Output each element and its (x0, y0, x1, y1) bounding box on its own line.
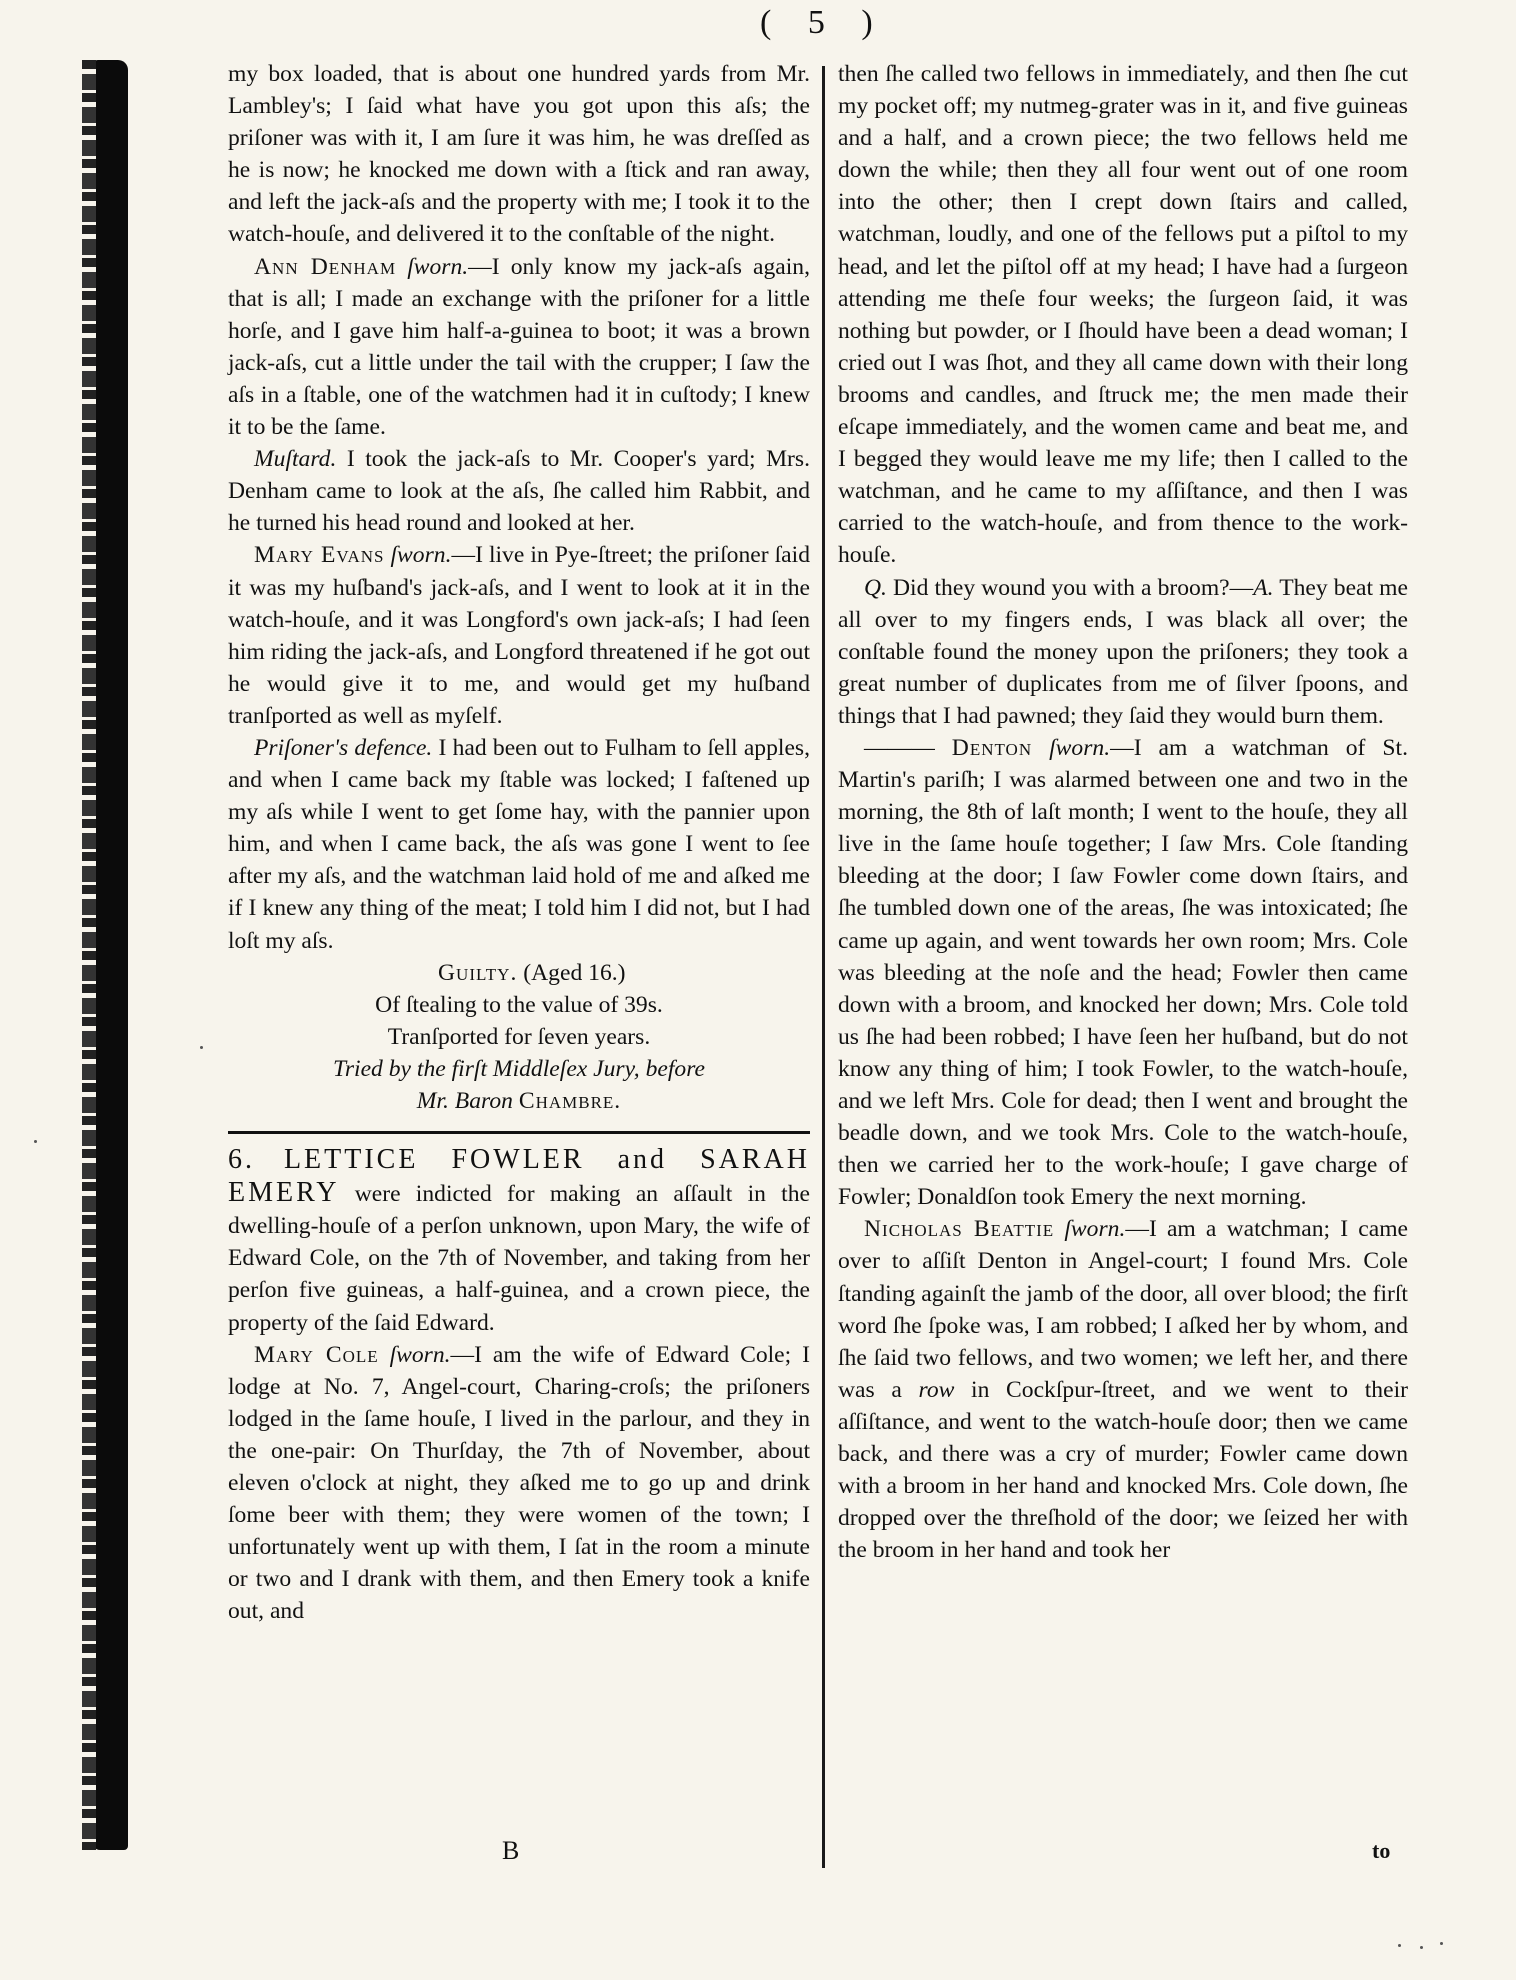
left-column (228, 58, 810, 1628)
paragraph: my box loaded, that is about one hundred yards from Mr. Lambley's; I ſaid what have you got upon this aſs; the priſoner was with it, I am ſure it was him, he was dreſſed as he is now; he knocked me down with a ſtick and ran away, and left the jack-aſs and the property with me; I took it to the watch-houſe, and delivered it to the conſtable of the night. (228, 61, 810, 248)
witness-name: Mary Evans (254, 542, 385, 569)
guilty-label: Guilty. (438, 959, 518, 986)
testimony-text: —I live in Pye-ſtreet; the priſoner ſaid it was my huſband's jack-aſs, and I went to look at it in the watch-houſe, and it was Longford's own jack-aſs; I had ſeen him riding the jack-aſs, and Longford threatened if he got out he would give it to me, and would get my huſband tranſported as well as myſelf. (228, 542, 810, 729)
verdict-sentence: Tranſported for ſeven years. (387, 1023, 651, 1050)
testimony-text: —I am the wife of Edward Cole; I lodge at No. 7, Angel-court, Charing-croſs; the priſoners lodged in the ſame houſe, I lived in the parlour, and they in the one-pair: On Thurſday, the 7th of November, about eleven o'clock at night, they aſked me to go up and drink ſome beer with them; they were women of the town; I unfortunately went up with them, I ſat in the room a minute or two and I drank with them, and then Emery took a knife out, and (228, 1341, 810, 1625)
answer-text: They beat me all over to my fingers ends, I was black all over; the conſtable found the money upon the priſoners; they took a great number of duplicates from me of ſilver ſpoons, and things that I had pawned; they ſaid they would burn them. (838, 574, 1408, 729)
paragraph: then ſhe called two fellows in immediately, and then ſhe cut my pocket off; my nutmeg-grater was in it, and five guineas and a half, and a crown piece; the two fellows held me down the while; then they all four went out of one room into the other; then I crept down ſtairs and called, watchman, loudly, and one of the fellows put a piſtol to my head, and let the piſtol off at my head; I have had a ſurgeon attending me theſe four weeks; the ſurgeon ſaid, it was nothing but powder, or I ſhould have been a dead woman; I cried out I was ſhot, and they all came down with their long brooms and candles, and ſtruck me; the men made their eſcape immediately, and the women came and beat me, and I begged they would leave me my life; then I called to the watchman, and he came to my aſſiſtance, and then I was carried to the watch-houſe, and from thence to the work-houſe. (838, 61, 1408, 569)
verdict-charge: Of ſtealing to the value of 39s. (375, 991, 663, 1018)
italic-word: row (918, 1376, 955, 1403)
case-indictment: were indicted for making an aſſault in the dwelling-houſe of a perſon unknown, upon Mary, the wife of Edward Cole, on the 7th of November, and taking from her perſon five guineas, a half-guinea, and a crown piece, the property of the ſaid Edward. (228, 1181, 810, 1336)
sworn-label: ſworn. (407, 253, 469, 280)
verdict-jury: Tried by the firſt Middleſex Jury, before (333, 1055, 705, 1082)
question-text: Did they wound you with a broom?— (886, 574, 1254, 601)
testimony-text: in Cockſpur-ſtreet, and we went to their aſſiſtance, and went to the watch-houſe door; then we came back, and there was a cry of murder; Fowler came down with a broom in her hand and knocked Mrs. Cole down, ſhe dropped over the threſhold of the door; we ſeized her with the broom in her hand and took her (838, 1376, 1408, 1564)
witness-name: Nicholas Beattie (864, 1216, 1055, 1243)
defence-text: I had been out to Fulham to ſell apples, and when I came back my ſtable was locked; I faſtened up my aſs while I went to get ſome hay, with the pannier upon him, and when I came back, the aſs was gone I went to ſee after my aſs, and the watchman laid hold of me and aſked me if I knew any thing of the meat; I told him I did not, but I had loſt my aſs. (228, 734, 811, 954)
right-column (838, 58, 1408, 1566)
sworn-label: ſworn. (389, 1341, 451, 1368)
testimony-evans (228, 539, 810, 732)
testimony-beattie (838, 1213, 1408, 1566)
defence-label: Priſoner's defence. (254, 734, 433, 761)
testimony-denton (838, 732, 1408, 1213)
print-speck (1440, 1942, 1443, 1945)
verdict-guilty (228, 957, 810, 989)
witness-name: Denton (951, 734, 1033, 761)
print-speck (1420, 1946, 1423, 1949)
case-number: 6. (228, 1144, 255, 1176)
testimony-cole (228, 1339, 810, 1628)
sworn-label: ſworn. (390, 542, 452, 569)
question-answer (838, 572, 1408, 732)
testimony-text: —I only know my jack-aſs again, that is all; I made an exchange with the priſoner for a little horſe, and I gave him half-a-guinea to boot; it was a brown jack-aſs, cut a little under the tail with the crupper; I ſaw the aſs in a ſtable, one of the watchmen had it in cuſtody; I knew it to be the ſame. (228, 253, 810, 441)
testimony-denham (228, 251, 810, 444)
question-mark: Q. (864, 574, 887, 601)
prisoner-defence (228, 732, 810, 957)
binding-edge (92, 60, 128, 1850)
answer-mark: A. (1253, 574, 1274, 601)
sworn-label: ſworn. (1064, 1216, 1126, 1243)
testimony-text: —I am a watchman; I came over to aſſiſt Denton in Angel-court; I found Mrs. Cole ſtanding againſt the jamb of the door, all over blood; the firſt word ſhe ſpoke was, I am robbed; I aſked her by whom, and ſhe ſaid two fellows, and two women; we left her, and there was a (838, 1216, 1409, 1403)
page-number: ( 5 ) (760, 4, 887, 41)
print-speck (200, 1046, 203, 1049)
dash-rule: ——— (864, 734, 952, 761)
print-speck (34, 1140, 37, 1143)
verdict-judge: Mr. Baron Chambre. (416, 1088, 622, 1114)
testimony-mustard (228, 443, 810, 539)
prisoner-age: (Aged 16.) (523, 959, 626, 986)
case-heading (228, 1144, 810, 1339)
witness-name: Mary Cole (254, 1341, 379, 1368)
sworn-label: ſworn. (1049, 734, 1111, 761)
column-divider (822, 66, 825, 1868)
catchword: to (1372, 1838, 1391, 1863)
case-separator-rule (228, 1131, 810, 1134)
witness-name: Muſtard. (254, 446, 337, 473)
signature-mark: B (502, 1836, 520, 1865)
case-defendants: LETTICE FOWLER and SARAH EMERY (228, 1144, 810, 1209)
testimony-text: I took the jack-aſs to Mr. Cooper's yard; Mrs. Denham came to look at the aſs, ſhe called him Rabbit, and he turned his head round and looked at her. (228, 446, 810, 537)
print-speck (1398, 1944, 1401, 1947)
witness-name: Ann Denham (254, 253, 397, 280)
testimony-text: —I am a watchman of St. Martin's pariſh; I was alarmed between one and two in the morning, the 8th of laſt month; I went to the houſe, they all live in the ſame houſe together; I ſaw Mrs. Cole ſtanding bleeding at the door; I ſaw Fowler come down ſtairs, and ſhe tumbled down one of the areas, ſhe was intoxicated; ſhe came up again, and went towards her own room; Mrs. Cole was bleeding at the noſe and the head; Fowler then came down with a broom, and knocked her down; Mrs. Cole told us ſhe had been robbed; I have ſeen her huſband, but do not know any thing of him; I took Fowler, to the watch-houſe, and we left Mrs. Cole for dead; then I went and brought the beadle down, and we took Mrs. Cole to the watch-houſe, then we carried her to the work-houſe; I gave charge of Fowler; Donaldſon took Emery the next morning. (838, 734, 1408, 1211)
